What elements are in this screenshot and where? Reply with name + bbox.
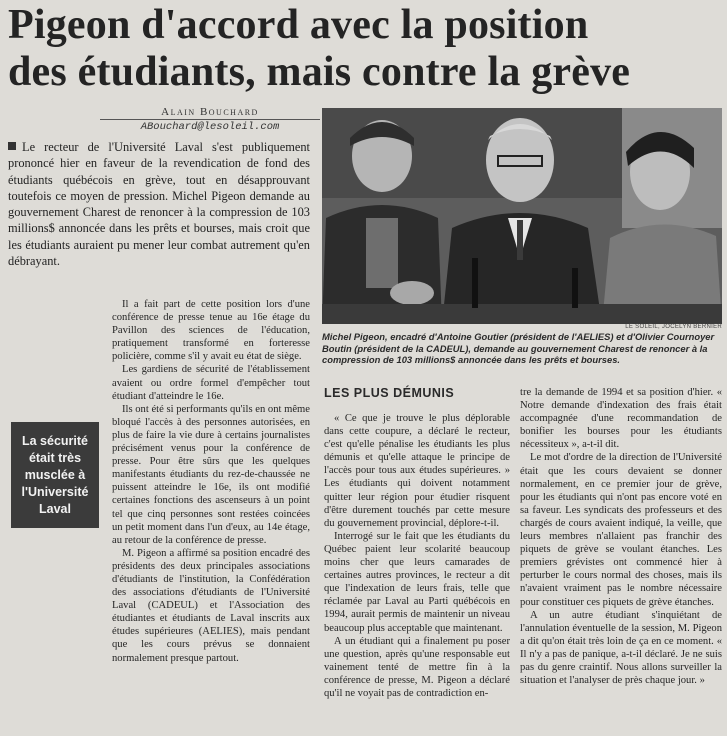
lead-paragraph [8, 139, 310, 269]
photo-credit: LE SOLEIL, JOCELYN BERNIER [625, 324, 722, 330]
news-photo [322, 108, 722, 324]
lead-text: Le recteur de l'Université Laval s'est publiquement prononcé hier en faveur de la revendication de fond des étudiants québécois en grève, tout en désapprouvant toutefois ce moyen de pression. Michel Pigeon demande au gouvernement Charest de renoncer à la compression de 103 millions$ annoncée dans les prêts et bourses, mais croit que les étudiants auraient pu mener leur combat autrement qu'en débrayant. [8, 140, 310, 269]
headline-line-2: des étudiants, mais contre la grève [8, 49, 631, 95]
column-2-paragraph: A un étudiant qui a finalement pu poser une question, après qu'une responsable eut vainement tenté de mettre fin à la conférence de presse, M. Pigeon a déclaré qu'il ne voyait pas de contradiction en- [324, 635, 510, 699]
byline-divider [100, 119, 320, 120]
column-3 [520, 386, 722, 687]
column-1-paragraph: Les gardiens de sécurité de l'établissement avaient ou ordre formel d'empêcher tout étudiant d'atteindre le 16e. [112, 364, 310, 402]
photo-illustration [322, 108, 722, 324]
column-2-paragraph: Interrogé sur le fait que les étudiants du Québec paient leur scolarité beaucoup moins cher que leurs camarades de certaines autres provinces, le recteur a dit que l'indexation de leurs frais, telle que réclamée par Laval au Parti québécois en 1994, aurait permis de maintenir un niveau beaucoup plus acceptable que maintenant. [324, 530, 510, 634]
column-1 [112, 298, 310, 665]
column-1-paragraph: M. Pigeon a affirmé sa position encadré des présidents des deux principales associations d'étudiants de l'institution, la Confédération des associations d'étudiants de l'Université Laval (CADEUL) et l'Association des étudiantes et étudiants de Laval inscrits aux études supérieures (AELIES), mais pendant que les cours prévus se donnaient normalement presque partout. [112, 547, 310, 664]
headline [8, 2, 723, 96]
sidebar-box [11, 422, 99, 528]
column-2 [324, 412, 510, 700]
bullet-square-icon [8, 142, 16, 150]
byline-author: Alain Bouchard [161, 106, 259, 118]
column-3-paragraph: Le mot d'ordre de la direction de l'Université était que les cours devaient se donner normalement, en ce premier jour de grève, pour les étudiants qui n'ont pas encore voté en sa faveur. Les syndicats des professeurs et des chargés de cours avaient indiqué, la veille, que leurs membres n'allaient pas franchir des piquets de grève se voulant étanches. Les premiers grévistes ont commencé hier à perturber le cours normal des choses, mais ils n'avaient vraiment pas le nombre nécessaire pour constituer ces piquets de grève étanches. [520, 452, 722, 608]
section-subhead: LES PLUS DÉMUNIS [324, 386, 455, 400]
column-1-paragraph: Il a fait part de cette position lors d'une conférence de presse tenue au 16e étage du Pavillon des sciences de l'éducation, pratiquement transformé en forteresse policière, comme s'il y avait eu état de siège. [112, 299, 310, 363]
column-3-paragraph: A un autre étudiant s'inquiétant de l'annulation éventuelle de la session, M. Pigeon a dit qu'on était très loin de ça en ce moment. « Il n'y a pas de panique, a-t-il déclaré. Je ne suis pas du genre craintif. Nous allons surveiller la situation et l'analyser de près chaque jour. » [520, 609, 722, 687]
byline-email: ABouchard@lesoleil.com [140, 121, 280, 133]
photo-caption: Michel Pigeon, encadré d'Antoine Goutier (président de l'AELIES) et d'Olivier Cournoyer Boutin (président de la CADEUL), demande au gouvernement Charest de renoncer à la compression de 103 millions$ annoncée dans les prêts et bourses. [322, 331, 715, 366]
column-3-paragraph: tre la demande de 1994 et sa position d'hier. « Notre demande d'indexation des frais était accompagnée d'une recommandation de bonifier les bourses pour les étudiants nécessiteux », a-t-il dit. [520, 387, 722, 451]
column-1-paragraph: Ils ont été si performants qu'ils en ont même bloqué l'accès à des personnes autorisées, en plus de faire la vie dure à certains journalistes précisément venus pour la conférence de presse. Pour être sûrs que les quelques manifestants étudiants du rez-de-chaussée ne puissent atteindre le 16e, ils ont modifié certaines fonctions des ascenseurs à un point tel que cinq personnes sont restées coincées un petit moment dans l'un d'eux, au 14e étage, au retour de la conférence de presse. [112, 403, 310, 546]
headline-line-1: Pigeon d'accord avec la position [8, 2, 589, 48]
sidebar-text: La sécurité était très musclée à l'Université Laval [21, 433, 89, 516]
column-2-paragraph: « Ce que je trouve le plus déplorable dans cette coupure, a déclaré le recteur, c'est qu'elle pénalise les étudiants les plus démunis et qu'elle attaque le principe de l'accès pour tous aux études supérieures. » Les étudiants qui doivent notamment quitter leur région pour étudier risquent d'être durement touchés par cette mesure du gouvernement provincial, déplore-t-il. [324, 413, 510, 529]
